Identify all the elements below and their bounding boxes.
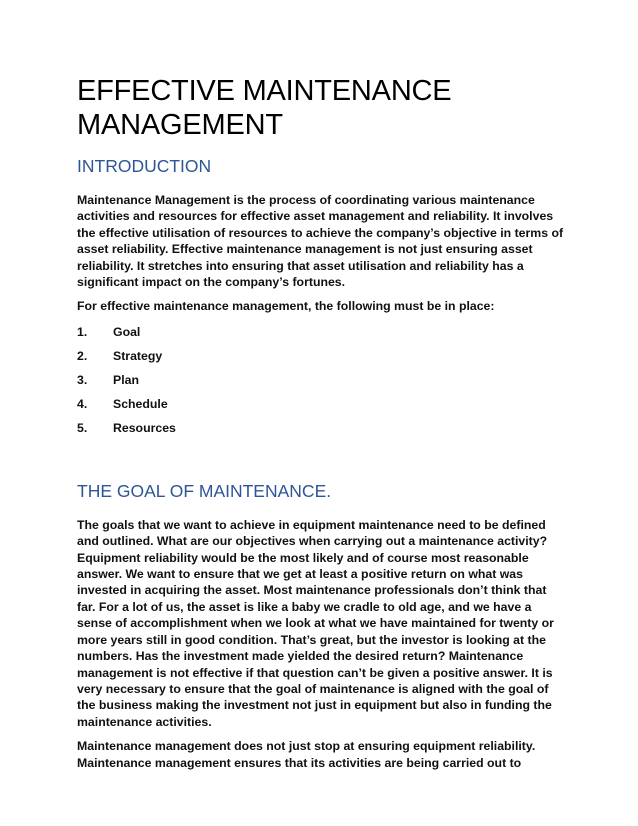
goal-continuation-paragraph: Maintenance management does not just stop at ensuring equipment reliability. Maintenance management ensures that its activities are being carried out to [77,739,536,770]
list-item-label: Strategy [113,348,163,363]
list-item-number: 4. [77,396,88,411]
list-item-label: Resources [113,420,176,435]
list-item-number: 2. [77,348,88,363]
list-item-number: 1. [77,324,88,339]
list-item-label: Goal [113,324,141,339]
introduction-paragraph: Maintenance Management is the process of coordinating various maintenance activities and resources for effective asset management and reliability. It involves the effective utilisation of resources to achieve the company’s objective in terms of asset reliability. Effective maintenance management is not just ensuring asset reliability. It stretches into ensuring that asset utilisation and reliability has a significant impact on the company’s fortunes. [77,193,564,290]
list-item [77,324,567,348]
list-item [77,396,567,420]
document-page [77,74,567,771]
list-item-label: Plan [113,372,139,387]
list-item [77,372,567,396]
section-heading-introduction: INTRODUCTION [77,156,212,176]
requirements-lead-paragraph: For effective maintenance management, the following must be in place: [77,299,495,314]
list-item [77,348,567,372]
document-title: EFFECTIVE MAINTENANCE MANAGEMENT [77,75,452,141]
list-item-label: Schedule [113,396,168,411]
list-item-number: 3. [77,372,88,387]
list-item-number: 5. [77,420,88,435]
goal-paragraph: The goals that we want to achieve in equipment maintenance need to be defined and outlined. What are our objectives when carrying out a maintenance activity? Equipment reliability would be the most likely and of course most reasonable answer. We want to ensure that we get at least a positive return on what was invested in acquiring the asset. Most maintenance professionals don’t think that far. For a lot of us, the asset is like a baby we cradle to old age, and we have a sense of accomplishment when we look at what we have maintained for twenty or more years still in good condition. That’s great, but the investor is looking at the numbers. Has the investment made yielded the desired return? Maintenance management is not effective if that question can’t be given a positive answer. It is very necessary to ensure that the goal of maintenance is aligned with the goal of the business making the investment not just in equipment but also in funding the maintenance activities. [77,517,554,729]
requirements-list [77,324,567,444]
section-heading-goal: THE GOAL OF MAINTENANCE. [77,480,332,501]
list-item [77,420,567,444]
